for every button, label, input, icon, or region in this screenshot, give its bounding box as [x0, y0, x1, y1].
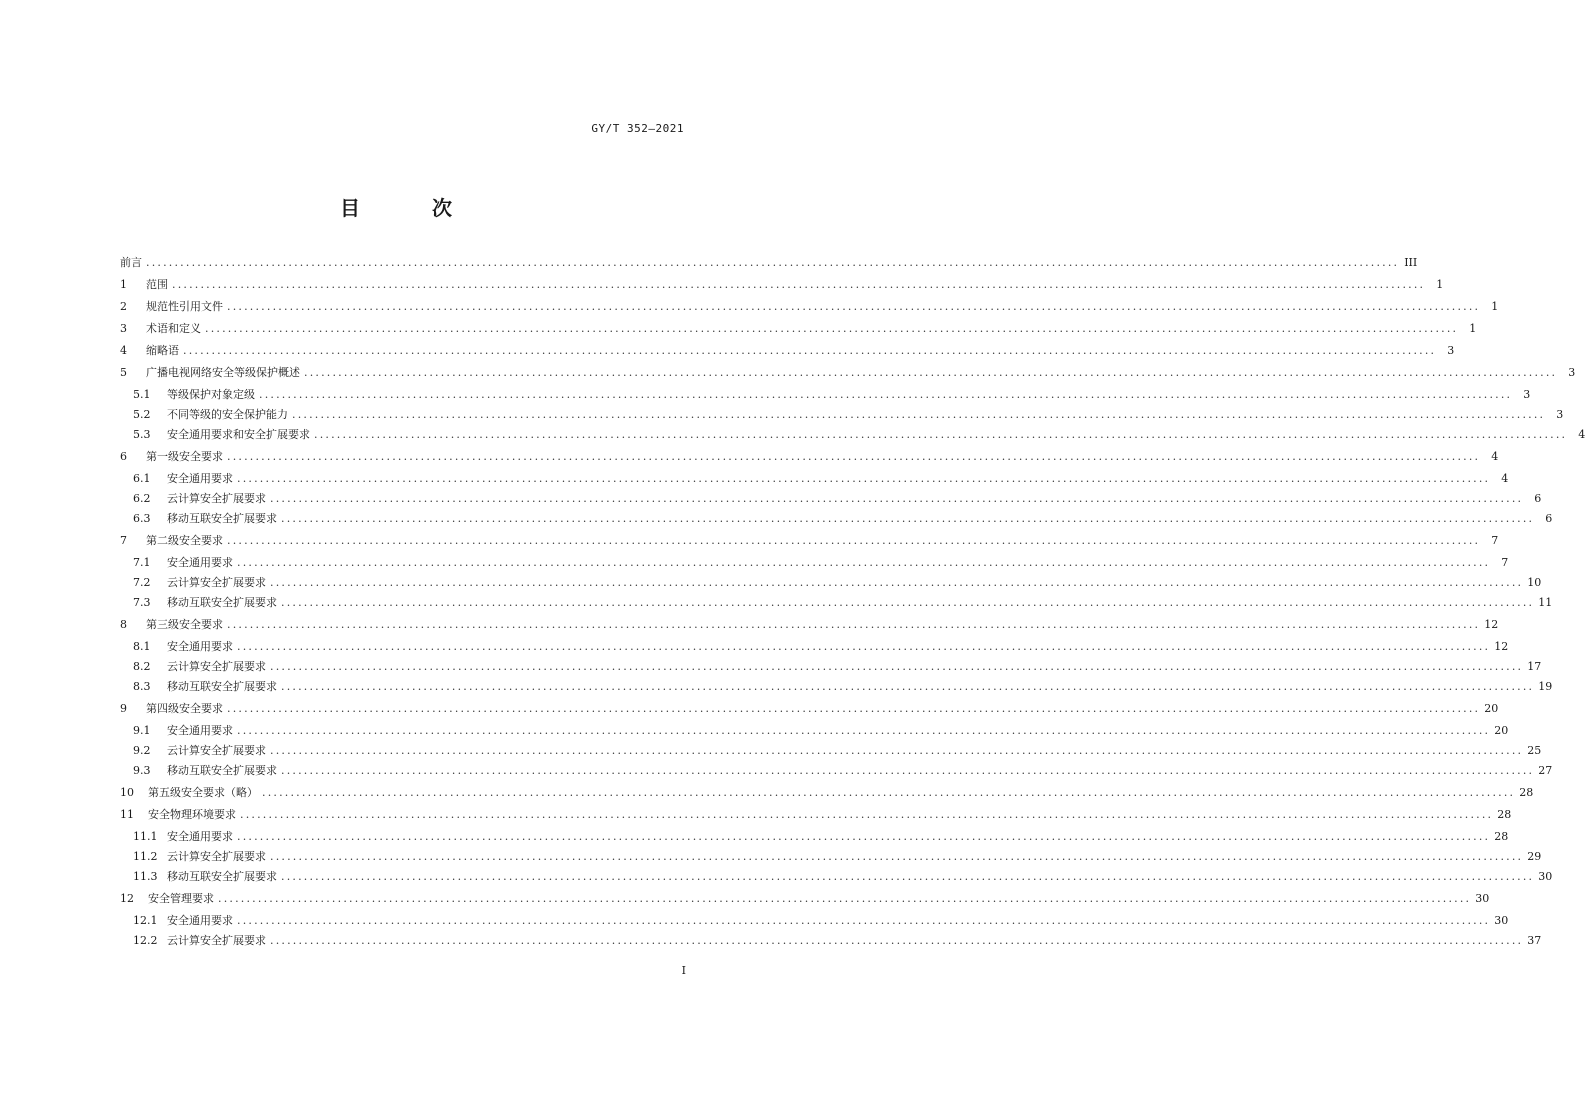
toc-entry[interactable]: [120, 447, 1499, 467]
toc-title: 目 次: [340, 196, 478, 220]
toc-entry-number: 6.3: [133, 512, 151, 525]
toc-entry[interactable]: [120, 469, 1509, 489]
toc-entry-page: 1: [1436, 278, 1444, 291]
dot-leader: ............................................................................................................................................................................................................................: [270, 492, 1524, 505]
toc-entry[interactable]: [120, 867, 1553, 887]
page-number: I: [681, 964, 686, 977]
toc-entry[interactable]: [120, 385, 1531, 405]
toc-entry-page: 12: [1484, 618, 1499, 631]
toc-entry-title: 云计算安全扩展要求: [167, 744, 266, 757]
dot-leader: ............................................................................................................................................................................................................................: [281, 764, 1535, 777]
toc-entry-title: 云计算安全扩展要求: [167, 576, 266, 589]
toc-entry[interactable]: [120, 489, 1542, 509]
toc-entry-number: 5: [120, 366, 127, 379]
toc-entry[interactable]: [120, 573, 1542, 593]
toc-entry[interactable]: [120, 637, 1509, 657]
toc-entry-number: 3: [120, 322, 127, 335]
dot-leader: ............................................................................................................................................................................................................................: [292, 408, 1546, 421]
toc-entry[interactable]: [120, 847, 1542, 867]
toc-entry[interactable]: [120, 805, 1512, 825]
dot-leader: ............................................................................................................................................................................................................................: [237, 556, 1491, 569]
toc-entry-page: 6: [1545, 512, 1553, 525]
toc-entry[interactable]: [120, 275, 1444, 295]
toc-entry[interactable]: [120, 341, 1455, 361]
toc-entry-page: 3: [1523, 388, 1531, 401]
toc-entry-title: 移动互联安全扩展要求: [167, 870, 277, 883]
dot-leader: ............................................................................................................................................................................................................................: [281, 596, 1535, 609]
toc-entry-title: 移动互联安全扩展要求: [167, 512, 277, 525]
toc-entry-number: 8: [120, 618, 127, 631]
dot-leader: ............................................................................................................................................................................................................................: [227, 300, 1481, 313]
dot-leader: ............................................................................................................................................................................................................................: [205, 322, 1459, 335]
dot-leader: ............................................................................................................................................................................................................................: [270, 850, 1524, 863]
toc-entry-number: 9.1: [133, 724, 151, 737]
toc-entry[interactable]: [120, 721, 1509, 741]
toc-entry-page: 4: [1491, 450, 1499, 463]
toc-entry-page: 28: [1497, 808, 1512, 821]
dot-leader: ............................................................................................................................................................................................................................: [270, 744, 1524, 757]
toc-entry-number: 11.1: [133, 830, 158, 843]
dot-leader: ............................................................................................................................................................................................................................: [270, 934, 1524, 947]
toc-entry-page: III: [1404, 256, 1418, 269]
toc-entry-title: 安全通用要求: [167, 830, 233, 843]
toc-entry-page: 11: [1538, 596, 1553, 609]
toc-entry-page: 27: [1538, 764, 1553, 777]
toc-entry-page: 7: [1491, 534, 1499, 547]
toc-entry-number: 7.1: [133, 556, 151, 569]
dot-leader: ............................................................................................................................................................................................................................: [237, 830, 1491, 843]
toc-entry-page: 25: [1527, 744, 1542, 757]
toc-entry-title: 前言: [120, 256, 142, 269]
dot-leader: ............................................................................................................................................................................................................................: [237, 724, 1491, 737]
toc-entry[interactable]: [120, 363, 1576, 383]
dot-leader: ............................................................................................................................................................................................................................: [259, 388, 1513, 401]
toc-entry-page: 6: [1534, 492, 1542, 505]
toc-entry-title: 规范性引用文件: [146, 300, 223, 313]
toc-entry-page: 4: [1578, 428, 1585, 441]
toc-entry-page: 30: [1538, 870, 1553, 883]
toc-entry[interactable]: [120, 297, 1499, 317]
dot-leader: ............................................................................................................................................................................................................................: [172, 278, 1426, 291]
toc-entry-number: 2: [120, 300, 127, 313]
toc-entry[interactable]: [120, 253, 1418, 273]
toc-entry-number: 6.2: [133, 492, 151, 505]
toc-entry[interactable]: [120, 699, 1499, 719]
dot-leader: ............................................................................................................................................................................................................................: [262, 786, 1516, 799]
toc-entry[interactable]: [120, 319, 1477, 339]
toc-entry[interactable]: [120, 677, 1553, 697]
toc-entry-number: 11.3: [133, 870, 158, 883]
toc-entry-title: 移动互联安全扩展要求: [167, 764, 277, 777]
toc-entry-page: 3: [1556, 408, 1564, 421]
toc-entry-title: 安全通用要求: [167, 640, 233, 653]
toc-entry-title: 移动互联安全扩展要求: [167, 596, 277, 609]
toc-entry-page: 7: [1501, 556, 1509, 569]
toc-entry-number: 9: [120, 702, 127, 715]
toc-entry-number: 9.2: [133, 744, 151, 757]
dot-leader: ............................................................................................................................................................................................................................: [227, 534, 1481, 547]
toc-entry-title: 第五级安全要求（略）: [148, 786, 258, 799]
toc-entry[interactable]: [120, 761, 1553, 781]
toc-entry-title: 安全物理环境要求: [148, 808, 236, 821]
toc-entry-page: 30: [1494, 914, 1509, 927]
toc-entry-page: 20: [1484, 702, 1499, 715]
toc-entry[interactable]: [120, 425, 1585, 445]
toc-entry-page: 1: [1491, 300, 1499, 313]
toc-entry-number: 10: [120, 786, 134, 799]
toc-entry[interactable]: [120, 827, 1509, 847]
toc-entry-page: 29: [1527, 850, 1542, 863]
dot-leader: ............................................................................................................................................................................................................................: [218, 892, 1472, 905]
toc-entry-number: 12: [120, 892, 134, 905]
toc-entry-number: 12.1: [133, 914, 158, 927]
toc-entry-title: 安全管理要求: [148, 892, 214, 905]
toc-entry-number: 7.3: [133, 596, 151, 609]
dot-leader: ............................................................................................................................................................................................................................: [270, 576, 1524, 589]
toc-entry-title: 广播电视网络安全等级保护概述: [146, 366, 300, 379]
toc-entry[interactable]: [120, 615, 1499, 635]
toc-entry-page: 12: [1494, 640, 1509, 653]
dot-leader: ............................................................................................................................................................................................................................: [183, 344, 1437, 357]
toc-entry-page: 19: [1538, 680, 1553, 693]
toc-entry-number: 5.2: [133, 408, 151, 421]
toc-entry-title: 安全通用要求: [167, 556, 233, 569]
toc-entry[interactable]: [120, 741, 1542, 761]
toc-entry-page: 4: [1501, 472, 1509, 485]
toc-entry-number: 6.1: [133, 472, 151, 485]
toc-entry-page: 3: [1568, 366, 1576, 379]
toc-entry-page: 17: [1527, 660, 1542, 673]
toc-entry[interactable]: [120, 531, 1499, 551]
dot-leader: ............................................................................................................................................................................................................................: [281, 512, 1535, 525]
toc-entry-title: 等级保护对象定级: [167, 388, 255, 401]
toc-entry-page: 3: [1447, 344, 1455, 357]
toc-entry-title: 云计算安全扩展要求: [167, 934, 266, 947]
dot-leader: ............................................................................................................................................................................................................................: [146, 256, 1400, 269]
toc-entry-number: 9.3: [133, 764, 151, 777]
dot-leader: ............................................................................................................................................................................................................................: [281, 680, 1535, 693]
toc-entry-page: 28: [1519, 786, 1534, 799]
dot-leader: ............................................................................................................................................................................................................................: [237, 914, 1491, 927]
toc-entry-number: 1: [120, 278, 127, 291]
toc-entry-number: 4: [120, 344, 127, 357]
toc-entry-title: 第三级安全要求: [146, 618, 223, 631]
toc-entry-title: 安全通用要求: [167, 472, 233, 485]
dot-leader: ............................................................................................................................................................................................................................: [237, 472, 1491, 485]
toc-entry-number: 8.3: [133, 680, 151, 693]
dot-leader: ............................................................................................................................................................................................................................: [240, 808, 1494, 821]
dot-leader: ............................................................................................................................................................................................................................: [237, 640, 1491, 653]
toc-entry-title: 缩略语: [146, 344, 179, 357]
toc-entry-number: 8.2: [133, 660, 151, 673]
toc-entry[interactable]: [120, 889, 1490, 909]
toc-entry-title: 云计算安全扩展要求: [167, 492, 266, 505]
toc-entry-title: 第一级安全要求: [146, 450, 223, 463]
toc-entry[interactable]: [120, 405, 1564, 425]
toc-entry-page: 37: [1527, 934, 1542, 947]
toc-entry-page: 20: [1494, 724, 1509, 737]
toc-entry-title: 第二级安全要求: [146, 534, 223, 547]
toc-entry-title: 云计算安全扩展要求: [167, 850, 266, 863]
toc-entry[interactable]: [120, 593, 1553, 613]
toc-entry[interactable]: [120, 553, 1509, 573]
dot-leader: ............................................................................................................................................................................................................................: [314, 428, 1568, 441]
toc-entry-number: 8.1: [133, 640, 151, 653]
toc-entry-title: 不同等级的安全保护能力: [167, 408, 288, 421]
toc-entry-title: 安全通用要求: [167, 724, 233, 737]
toc-entry-title: 第四级安全要求: [146, 702, 223, 715]
toc-entry-page: 28: [1494, 830, 1509, 843]
toc-entry-page: 10: [1527, 576, 1542, 589]
toc-entry-page: 1: [1469, 322, 1477, 335]
toc-entry-title: 安全通用要求和安全扩展要求: [167, 428, 310, 441]
toc-entry[interactable]: [120, 783, 1534, 803]
toc-entry-number: 7: [120, 534, 127, 547]
toc-entry-title: 云计算安全扩展要求: [167, 660, 266, 673]
toc-entry-number: 6: [120, 450, 127, 463]
toc-entry-number: 12.2: [133, 934, 158, 947]
dot-leader: ............................................................................................................................................................................................................................: [270, 660, 1524, 673]
toc-entry-number: 5.1: [133, 388, 151, 401]
toc-entry-title: 安全通用要求: [167, 914, 233, 927]
dot-leader: ............................................................................................................................................................................................................................: [227, 702, 1481, 715]
toc-entry-number: 5.3: [133, 428, 151, 441]
toc-entry[interactable]: [120, 657, 1542, 677]
toc-entry-number: 11: [120, 808, 134, 821]
table-of-contents: [120, 251, 1585, 951]
toc-entry-title: 术语和定义: [146, 322, 201, 335]
toc-entry-title: 范围: [146, 278, 168, 291]
toc-entry-number: 7.2: [133, 576, 151, 589]
toc-entry-title: 移动互联安全扩展要求: [167, 680, 277, 693]
toc-entry-number: 11.2: [133, 850, 158, 863]
dot-leader: ............................................................................................................................................................................................................................: [227, 450, 1481, 463]
dot-leader: ............................................................................................................................................................................................................................: [281, 870, 1535, 883]
toc-entry[interactable]: [120, 911, 1509, 931]
standard-number: GY/T 352—2021: [591, 122, 684, 135]
dot-leader: ............................................................................................................................................................................................................................: [304, 366, 1558, 379]
toc-entry[interactable]: [120, 931, 1542, 951]
dot-leader: ............................................................................................................................................................................................................................: [227, 618, 1481, 631]
toc-entry-page: 30: [1475, 892, 1490, 905]
toc-entry[interactable]: [120, 509, 1553, 529]
